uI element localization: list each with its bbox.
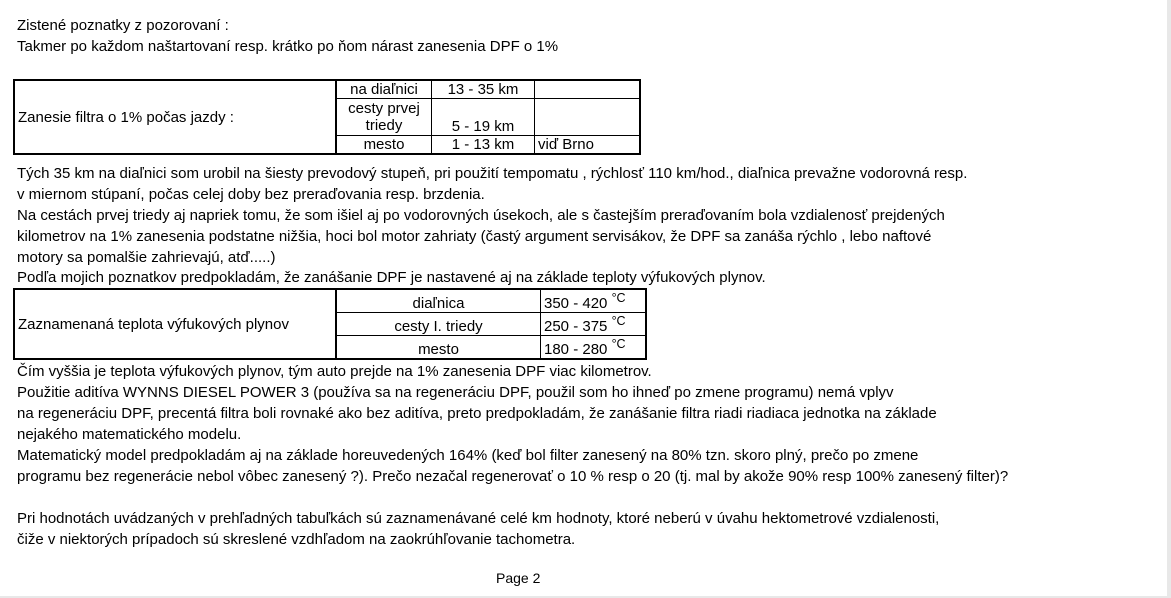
- paragraph2-line3: na regeneráciu DPF, precentá filtra boli rovnaké ako bez aditíva, preto predpokladám, že zanášanie filtra riadi riadiaca jednotka na základe: [17, 405, 937, 422]
- page-edge-right: [1167, 0, 1171, 598]
- table1-range-highway: 13 - 35 km: [432, 80, 535, 99]
- table2-temp-first-class-value: 250 - 375: [544, 318, 608, 335]
- table2-temp-highway: [541, 289, 647, 313]
- table1-note-highway: [535, 80, 641, 99]
- paragraph1-line4: kilometrov na 1% zanesenia podstatne nižšia, hoci bol motor zahriaty (častý argument servisákov, že DPF sa zanáša rýchlo , lebo naftové: [17, 228, 932, 245]
- table2-temp-city-value: 180 - 280: [544, 341, 608, 358]
- filter-clogging-table: [13, 79, 641, 155]
- table1-road-first-class-line1: cesty prvej: [348, 100, 420, 117]
- table1-road-highway: na diaľnici: [336, 80, 432, 99]
- paragraph1-line2: v miernom stúpaní, počas celej doby bez preraďovania resp. brzdenia.: [17, 186, 485, 203]
- paragraph1-line6: Podľa mojich poznatkov predpokladám, že zanášanie DPF je nastavené aj na základe teploty výfukových plynov.: [17, 269, 766, 286]
- intro-title: Zistené poznatky z pozorovaní :: [17, 17, 229, 34]
- table1-label: Zanesie filtra o 1% počas jazdy :: [14, 80, 336, 154]
- paragraph2-line5: Matematický model predpokladám aj na základe horeuvedených 164% (keď bol filter zanesený na 80% tzn. skoro plný, prečo po zmene: [17, 447, 919, 464]
- paragraph3-line1: Pri hodnotách uvádzaných v prehľadných tabuľkách sú zaznamenávané celé km hodnoty, ktoré neberú v úvahu hektometrové vzdialenosti,: [17, 510, 940, 527]
- table2-temp-first-class: [541, 313, 647, 336]
- paragraph2-line1: Čím vyššia je teplota výfukových plynov, tým auto prejde na 1% zanesenia DPF viac kilometrov.: [17, 363, 652, 380]
- paragraph2-line6: programu bez regenerácie nebol vôbec zanesený ?). Prečo nezačal regenerovať o 10 % resp o 20 (tj. mal by akože 90% resp 100% zanesený filter)?: [17, 468, 1009, 485]
- table2-road-highway: diaľnica: [336, 289, 541, 313]
- table1-range-first-class: 5 - 19 km: [432, 99, 535, 136]
- intro-summary: Takmer po každom naštartovaní resp. krátko po ňom nárast zanesenia DPF o 1%: [17, 38, 559, 55]
- table2-road-city: mesto: [336, 336, 541, 360]
- table2-temp-highway-value: 350 - 420: [544, 295, 608, 312]
- paragraph1-line1: Tých 35 km na diaľnici som urobil na šiesty prevodový stupeň, pri použití tempomatu , rýchlosť 110 km/hod., diaľnica prevažne vodorovná resp.: [17, 165, 968, 182]
- page-number: Page 2: [496, 570, 541, 586]
- paragraph2-line2: Použitie aditíva WYNNS DIESEL POWER 3 (používa sa na regeneráciu DPF, použil som ho ihneď po zmene programu) nemá vplyv: [17, 384, 894, 401]
- table1-range-city: 1 - 13 km: [432, 136, 535, 155]
- table1-road-first-class-line2: triedy: [365, 117, 403, 134]
- exhaust-temperature-table: [13, 288, 647, 360]
- table1-note-first-class: [535, 99, 641, 136]
- paragraph3-line2: čiže v niektorých prípadoch sú skreslené vzdhľadom na zaokrúhľovanie tachometra.: [17, 531, 576, 548]
- table1-road-first-class: [336, 99, 432, 136]
- paragraph1-line3: Na cestách prvej triedy aj napriek tomu, že som išiel aj po vodorovných úsekoch, ale s častejším preraďovaním bola vzdialenosť prejdených: [17, 207, 945, 224]
- table2-unit-city: °C: [611, 337, 626, 351]
- paragraph2-line4: nejakého matematického modelu.: [17, 426, 242, 443]
- table2-label: Zaznamenaná teplota výfukových plynov: [14, 289, 336, 359]
- table2-unit-highway: °C: [611, 291, 626, 305]
- table2-road-first-class: cesty I. triedy: [336, 313, 541, 336]
- paragraph1-line5: motory sa pomalšie zahrievajú, atď.....): [17, 249, 276, 266]
- table2-unit-first-class: °C: [611, 314, 626, 328]
- table1-note-city: viď Brno: [535, 136, 641, 155]
- table1-road-city: mesto: [336, 136, 432, 155]
- table2-temp-city: [541, 336, 647, 360]
